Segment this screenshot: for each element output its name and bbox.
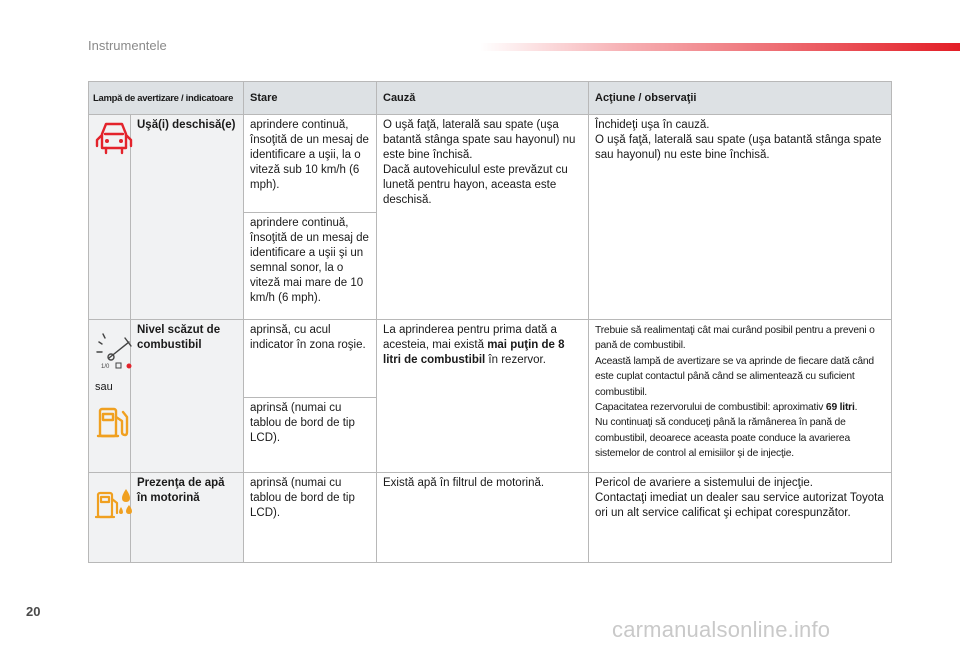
section-title: Instrumentele — [88, 38, 167, 53]
icon-cell-fuel — [89, 320, 131, 473]
lamp-name-water: Prezenţa de apă în motorină — [131, 473, 244, 563]
action-doors: Închideţi uşa în cauză. O uşă faţă, laterală sau spate (uşa batantă stânga spate sau hayonul) nu este bine închisă. — [589, 115, 892, 320]
accent-bar — [480, 43, 960, 51]
action-fuel-capacity-bold: 69 litri — [825, 402, 855, 414]
action-fuel-capacity-pre: Capacitatea rezervorului de combustibil: aproximativ — [595, 402, 826, 414]
svg-text:1/0: 1/0 — [101, 364, 110, 370]
action-fuel-line-2: Această lampă de avertizare se va aprinde de fiecare dată când este cuplat contactul până când se alimentează cu suficient combustibil. — [595, 355, 874, 398]
water-in-fuel-icon — [95, 485, 124, 521]
action-fuel — [589, 320, 892, 473]
fuel-pump-icon — [95, 405, 124, 441]
action-fuel-line-last: Nu continuaţi să conduceţi până la rămânerea în pană de combustibil, deoarece aceasta poate conduce la avarierea sistemelor de control al emisiilor şi de injecţie. — [595, 417, 850, 460]
or-label: sau — [95, 381, 113, 393]
warning-lamps-table — [88, 81, 892, 563]
state-doors-low-speed: aprindere continuă, însoţită de un mesaj de identificare a uşii, la o viteză sub 10 km/h (6 mph). — [244, 115, 377, 213]
cause-doors: O uşă faţă, laterală sau spate (uşa batantă stânga spate sau hayonul) nu este bine închisă. Dacă autovehiculul este prevăzut cu lunetă pentru hayon, aceasta este deschisă. — [377, 115, 589, 320]
action-fuel-capacity-post: . — [854, 402, 858, 414]
column-header-cause: Cauză — [377, 82, 589, 115]
watermark: carmanualsonline.info — [612, 617, 831, 642]
cause-water: Există apă în filtrul de motorină. — [377, 473, 589, 563]
table-row-fuel — [89, 320, 892, 398]
action-fuel-line-1: Trebuie să realimentaţi cât mai curând posibil pentru a preveni o pană de combustibil. — [595, 325, 875, 352]
column-header-lamp: Lampă de avertizare / indicatoare — [89, 82, 244, 115]
state-fuel-needle: aprinsă, cu acul indicator în zona roşie. — [244, 320, 377, 398]
icon-cell-water — [89, 473, 131, 563]
car-door-open-icon — [95, 118, 124, 158]
action-fuel-capacity — [595, 400, 885, 415]
fuel-gauge-icon — [95, 332, 124, 372]
action-water: Pericol de avariere a sistemului de injecţie. Contactaţi imediat un dealer sau service autorizat Toyota ori un alt service calificat şi echipat corespunzător. — [589, 473, 892, 563]
cause-fuel-text-pre: La aprinderea pentru prima dată a acesteia, mai există — [383, 324, 557, 351]
column-header-action: Acţiune / observaţii — [589, 82, 892, 115]
cause-fuel-text-post: în rezervor. — [485, 354, 546, 366]
lamp-name-doors: Uşă(i) deschisă(e) — [131, 115, 244, 320]
state-doors-high-speed: aprindere continuă, însoţită de un mesaj de identificare a uşii şi un semnal sonor, la o viteză mai mare de 10 km/h (6 mph). — [244, 213, 377, 320]
table-row-doors — [89, 115, 892, 213]
lamp-name-fuel: Nivel scăzut de combustibil — [131, 320, 244, 473]
icon-cell-doors — [89, 115, 131, 320]
cause-fuel — [377, 320, 589, 473]
table-header-row — [89, 82, 892, 115]
column-header-state: Stare — [244, 82, 377, 115]
state-water: aprinsă (numai cu tablou de bord de tip LCD). — [244, 473, 377, 563]
table-row-water — [89, 473, 892, 563]
state-fuel-lcd: aprinsă (numai cu tablou de bord de tip LCD). — [244, 398, 377, 473]
cause-fuel-text-bold: mai puţin de 8 litri de combustibil — [383, 339, 565, 366]
page-number: 20 — [26, 604, 41, 619]
